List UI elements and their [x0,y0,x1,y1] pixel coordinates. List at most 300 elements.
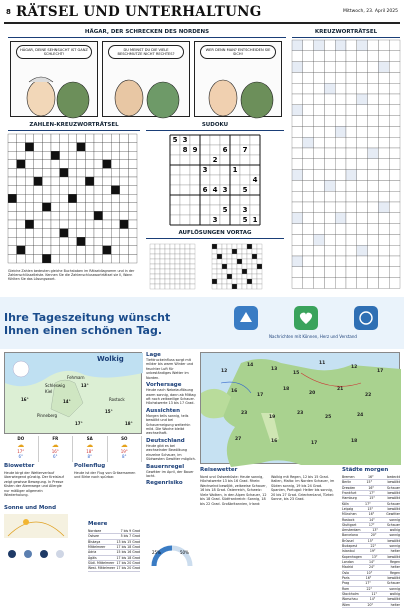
city-condition: heiter [390,549,400,554]
solution-cell [242,279,247,284]
crossword-cell [346,234,357,245]
regional-weather-map [4,352,142,434]
solution-cell [237,284,242,289]
sudoku-cell [170,175,180,185]
crossword-cell [335,62,346,73]
number-cell [60,143,69,152]
crossword-cell [324,256,335,267]
sudoku-cell [180,155,190,165]
crossword-cell [378,83,389,94]
solution-cell [190,249,195,254]
number-cell [17,186,26,195]
number-cell [42,220,51,229]
number-cell [25,160,34,169]
solutions-title: AUFLÖSUNGEN VORTAG [178,230,252,236]
number-cell [94,186,103,195]
sudoku-cell [250,135,260,145]
sudoku-cell [250,185,260,195]
city-temp: 23 [241,411,248,416]
crossword-cell [357,234,368,245]
crossword-cell [357,267,368,278]
crossword-cell [389,202,400,213]
solution-cell [165,254,170,259]
sea-row [88,566,140,571]
crossword-cell [314,51,325,62]
number-cell [68,177,77,186]
solution-cell [190,279,195,284]
crossword-cell [314,159,325,170]
city-name: Leipzig [342,506,354,511]
number-cell [51,246,60,255]
solution-cell [175,274,180,279]
solution-cell [237,254,242,259]
number-cell [8,160,17,169]
solutions-grids [146,242,284,292]
number-cell [103,203,112,212]
number-cell [42,211,51,220]
crossword-cell [324,278,335,289]
forecast-high: 16° [51,449,59,454]
sudoku-cell [210,135,220,145]
crossword-cell [335,105,346,116]
crossword-cell [378,105,389,116]
city-temp: 24 [357,413,364,418]
solution-cell [222,254,227,259]
number-cell [8,229,17,238]
crossword-cell [357,159,368,170]
solution-cell [165,274,170,279]
solution-cell [170,264,175,269]
sudoku-cell [210,165,220,175]
city-temp: 15° [367,538,374,543]
black-cell [111,186,120,195]
crossword-cell [378,278,389,289]
number-cell [8,143,17,152]
number-cell [111,194,120,203]
crossword-cell [303,245,314,256]
crossword-cell [303,213,314,224]
speech-bubble: WER DENN MAN? ENTSCHEIDEN SIE SICH! [200,45,276,59]
number-cell [85,186,94,195]
sudoku-cell [230,135,240,145]
forecast-day [39,436,74,462]
crossword-cell [357,126,368,137]
number-cell [17,151,26,160]
number-cell [42,160,51,169]
crossword-cell [378,224,389,235]
sudoku-cell [210,205,220,215]
comic-rule [8,37,286,38]
city-temp: 12 [351,365,358,370]
number-cell [111,134,120,143]
solution-cell [212,264,217,269]
solution-cell [180,284,185,289]
crossword-cell [335,72,346,83]
crossword-cell [389,191,400,202]
number-cell [120,160,129,169]
sea-name: Mittelmeer [88,544,106,549]
city-name: Madrid [342,565,353,570]
solution-cell [160,274,165,279]
number-cell [128,168,137,177]
solution-cell [155,284,160,289]
solution-cell [257,269,262,274]
solution-cell [247,269,252,274]
sudoku-cell [240,155,250,165]
number-cell [8,151,17,160]
crossword-cell [357,191,368,202]
solution-cell [252,244,257,249]
number-cell [111,177,120,186]
city-temp: 23 [297,411,304,416]
crossword-cell [389,94,400,105]
solution-cell [217,279,222,284]
solution-cell [185,274,190,279]
crossword-cell [292,234,303,245]
speech-bubble: HÄGAR, DEINE SEHNSUCHT IST GANZ SCHLECHT! [16,45,92,59]
solution-cell [227,264,232,269]
sudoku-cell [200,145,210,155]
solution-cell [185,244,190,249]
crossword-cell [346,180,357,191]
number-cell [25,246,34,255]
zahlen-note: Gleiche Zahlen bedeuten gleiche Buchstaben im Rätseldiagramm und in der Zahlenschlüsselleiste. Kennen Sie die Zahlenschlusswortrtätsel sie Il, Wann fühlten Sie das Lösungswort. [8,269,135,281]
number-cell [51,211,60,220]
crossword-cell [357,116,368,127]
number-cell [111,151,120,160]
number-cell [120,143,129,152]
city-temp: 15° [369,496,375,501]
number-cell [85,160,94,169]
crossword-cell [378,116,389,127]
forecast-high: 17° [17,449,25,454]
solution-cell [232,244,237,249]
city-temp: 24° [368,565,375,570]
crossword-cell [314,148,325,159]
crossword-cell [292,278,303,289]
solution-cell [180,259,185,264]
forecast-low: 6° [52,454,58,459]
sea-temp: 17 bis 18 Grad [116,544,140,549]
city-temp: 22° [366,586,373,591]
sudoku-cell [210,145,220,155]
crossword-cell [389,213,400,224]
crossword-cell [303,72,314,83]
black-cell [68,194,77,203]
solution-cell [165,279,170,284]
number-cell [77,254,86,263]
number-cell [8,203,17,212]
crossword-cell [292,83,303,94]
crossword-cell [346,256,357,267]
number-cell [25,186,34,195]
solution-cell [190,269,195,274]
solution-cell [165,249,170,254]
solution-cell [165,264,170,269]
city-temp: 22 [365,393,372,398]
solution-cell [155,279,160,284]
number-cell [77,134,86,143]
solution-cell [257,259,262,264]
city-condition: bewölkt [387,496,400,501]
crossword-cell [335,278,346,289]
comic-drawing [103,64,191,118]
place-label: Rostock [109,397,125,402]
crossword-cell [368,234,379,245]
sudoku-cell [180,175,190,185]
sudoku-cell [250,195,260,205]
number-cell [25,229,34,238]
solution-cell [160,264,165,269]
number-cell [17,211,26,220]
number-cell [17,254,26,263]
city-temp: 27 [235,437,242,442]
solution-cell [237,279,242,284]
city-name: Brüssel [342,538,354,543]
crossword-cell [335,224,346,235]
crossword-cell [314,170,325,181]
solution-cell [190,259,195,264]
crossword-cell [324,62,335,73]
sea-temp: 13 bis 15 Grad [116,539,140,544]
solution-cell [160,269,165,274]
number-cell [85,246,94,255]
deutschland-heading: Deutschland [146,437,185,444]
sudoku-cell [190,155,200,165]
number-cell [111,143,120,152]
solution-cell [160,259,165,264]
crossword-cell [292,245,303,256]
crossword-clue-cell [292,170,303,181]
solution-cell [242,274,247,279]
crossword-cell [357,51,368,62]
city-temp: 22° [370,544,377,549]
number-cell [128,134,137,143]
crossword-cell [303,267,314,278]
number-cell [128,186,137,195]
number-cell [25,237,34,246]
solution-cell [150,244,155,249]
crossword-cell [357,83,368,94]
city-temp: 17° [369,490,375,495]
number-cell [85,194,94,203]
crossword-clue-cell [357,40,368,51]
crossword-cell [346,148,357,159]
temp-label: 14° [63,399,71,404]
city-name: Rom [342,586,350,591]
number-cell [17,168,26,177]
number-cell [111,160,120,169]
crossword-cell [303,180,314,191]
solution-cell [190,264,195,269]
crossword-clue-cell [357,94,368,105]
number-cell [42,237,51,246]
number-cell [128,160,137,169]
crossword-cell [292,72,303,83]
crossword-rule [292,37,400,38]
city-condition: Schauer [386,522,400,527]
sea-temperatures [88,529,140,572]
crossword-cell [357,202,368,213]
solution-cell [212,259,217,264]
crossword-clue-cell [314,234,325,245]
number-cell [60,246,69,255]
sudoku-cell [170,205,180,215]
solution-cell [227,254,232,259]
sudoku-cell [250,205,260,215]
solution-cell [247,259,252,264]
city-temp: 16° [368,512,375,517]
number-cell [120,168,129,177]
crossword-clue-cell [292,105,303,116]
sudoku-cell [180,205,190,215]
number-cell [25,151,34,160]
vorhersage-heading: Vorhersage [146,382,182,389]
solution-cell [150,274,155,279]
number-cell [85,134,94,143]
number-cell [103,211,112,220]
solution-cell [150,284,155,289]
solution-cell [170,259,175,264]
crossword-cell [314,72,325,83]
crossword-cell [324,245,335,256]
number-cell [128,211,137,220]
number-cell [8,254,17,263]
crossword-cell [357,213,368,224]
city-condition: bewölkt [387,597,400,602]
comic-panel-1 [10,41,98,117]
solution-cell [160,244,165,249]
city-name: Dresden [342,485,356,490]
solution-cell [217,259,222,264]
solution-cell [180,254,185,259]
crossword-cell [346,278,357,289]
sudoku-digit: 1 [232,166,238,175]
solution-cell [180,274,185,279]
crossword-cell [335,137,346,148]
crossword-cell [346,126,357,137]
weather-text-column [146,352,196,486]
temp-label: 16° [21,397,29,402]
crossword-cell [389,126,400,137]
black-cell [77,143,86,152]
city-temp: 13° [371,554,378,559]
pollen-text: Heute ist der Flug von Gräsersamen und Birke noch spürbar. [74,471,136,480]
crossword-cell [368,256,379,267]
black-cell [60,168,69,177]
crossword-cell [389,148,400,159]
city-temp: 16° [368,485,374,490]
crossword-cell [314,267,325,278]
number-cell [51,194,60,203]
number-cell [60,220,69,229]
crossword-cell [357,278,368,289]
crossword-cell [389,180,400,191]
solution-cell [217,274,222,279]
city-condition: bewölkt [387,506,400,511]
city-condition: Schauer [386,501,400,506]
forecast-day-label: SO [121,436,128,441]
number-cell [68,229,77,238]
solution-cell [257,279,262,284]
city-name: Wien [342,602,350,607]
crossword-cell [389,62,400,73]
number-cell [85,143,94,152]
crossword-cell [303,234,314,245]
solution-cell [217,244,222,249]
city-row [342,603,400,608]
number-cell [128,220,137,229]
crossword-cell [368,159,379,170]
crossword-cell [368,278,379,289]
solution-cell [180,264,185,269]
number-cell [25,134,34,143]
aussichten-heading: Aussichten [146,407,181,414]
sudoku-digit: 4 [252,176,258,185]
city-name: Warschau [342,597,358,602]
crossword-clue-cell [368,148,379,159]
crossword-cell [314,137,325,148]
crossword-clue-cell [335,126,346,137]
solution-cell [247,254,252,259]
number-cell [34,151,43,160]
city-temp: 10° [366,570,373,575]
solution-cell [150,259,155,264]
black-cell [17,160,26,169]
solution-cell [242,269,247,274]
number-cell [77,220,86,229]
solution-cell [252,279,257,284]
city-temp: 17° [368,522,375,527]
sudoku-cell [200,195,210,205]
crossword-cell [389,170,400,181]
sudoku-cell [180,195,190,205]
number-cell [42,134,51,143]
crossword-cell [303,202,314,213]
number-cell [25,254,34,263]
city-condition: bewölkt [387,480,400,485]
sudoku-digit: 5 [172,136,178,145]
solution-cell [175,279,180,284]
number-cell [111,220,120,229]
crossword-cell [324,40,335,51]
crossword-cell [324,202,335,213]
city-temp: 15° [366,480,373,485]
crossword-clue-cell [378,62,389,73]
crossword-cell [335,180,346,191]
ad-line-2: Ihnen einen schönen Tag. [4,324,163,338]
place-label: Fehmarn [67,375,85,380]
number-cell [17,177,26,186]
solution-cell [222,249,227,254]
number-cell [85,168,94,177]
city-temp: 14° [369,597,376,602]
sudoku-cell [230,155,240,165]
solution-cell [252,264,257,269]
sudoku-cell [180,185,190,195]
crossword-cell [378,72,389,83]
city-condition: wolkig [389,591,400,596]
number-cell [103,168,112,177]
solution-cell [165,244,170,249]
number-cell [68,220,77,229]
number-cell [77,168,86,177]
crossword-cell [368,245,379,256]
number-cell [60,151,69,160]
number-cell [51,134,60,143]
number-cell [94,203,103,212]
solution-cell [232,254,237,259]
